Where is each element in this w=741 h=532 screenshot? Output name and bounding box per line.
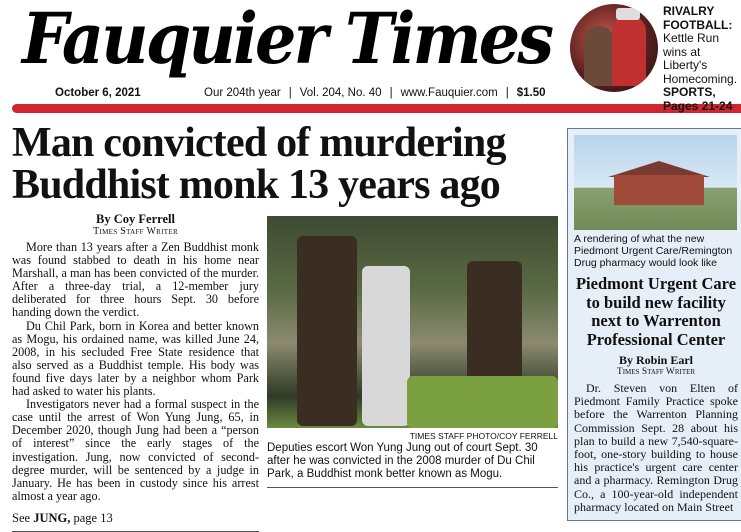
- price: $1.50: [516, 87, 546, 99]
- jump-prefix: See: [12, 510, 34, 525]
- court-photo[interactable]: [267, 216, 558, 428]
- jump-word: JUNG,: [33, 510, 71, 525]
- promo-text: Kettle Run wins at Liberty's Homecoming.: [663, 31, 738, 86]
- issue-meta: [204, 86, 546, 100]
- paragraph: More than 13 years after a Zen Buddhist monk was found stabbed to death in his home near Marshall, a man has been convicted of the murder. After a three-day trial, a 12-member jury deliberated for three hours Sept. 30 before handing down the verdict.: [12, 240, 259, 320]
- jump-page: page 13: [70, 510, 113, 525]
- separator: |: [288, 87, 292, 99]
- year: Our 204th year: [204, 87, 281, 99]
- author: By Robin Earl: [618, 353, 693, 367]
- author: By Coy Ferrell: [96, 212, 175, 226]
- author-role: Times Staff Writer: [616, 367, 696, 377]
- sidebar-byline: [574, 354, 738, 378]
- volume: Vol. 204, No. 40: [299, 87, 382, 99]
- sidebar-headline[interactable]: Piedmont Urgent Care to build new facility next to Warrenton Professional Center: [575, 274, 737, 349]
- paragraph: Investigators never had a formal suspect in the case until the arrest of Won Yung Jung, 65, in December 2020, though Jung had been a “person of interest” since the early stages of the investigation. Jung, now convicted of second-degree murder, will be sentenced by a judge in January. He has been in custody since his arrest almost a year ago.: [12, 397, 259, 503]
- jump-link[interactable]: [12, 511, 259, 525]
- sports-promo[interactable]: [663, 5, 741, 113]
- promo-kicker: RIVALRY FOOTBALL:: [663, 4, 733, 32]
- promo-section: SPORTS,: [663, 85, 716, 99]
- lead-byline: [12, 212, 259, 238]
- lead-story: [12, 122, 558, 532]
- lead-headline[interactable]: Man convicted of murdering Buddhist monk 13 years ago: [12, 120, 506, 208]
- lead-photo-column: [267, 216, 558, 488]
- red-divider: [12, 104, 741, 113]
- divider: [267, 487, 558, 488]
- separator: |: [389, 87, 393, 99]
- separator: |: [505, 87, 509, 99]
- homecoming-photo[interactable]: [570, 4, 658, 92]
- issue-date: October 6, 2021: [55, 87, 141, 99]
- building-rendering[interactable]: [574, 135, 737, 230]
- website-link[interactable]: www.Fauquier.com: [400, 87, 498, 99]
- sidebar-story: [567, 128, 741, 521]
- rendering-caption: A rendering of what the new Piedmont Urgent Care/Remington Drug pharmacy would look like: [574, 233, 733, 269]
- dateline: [0, 86, 560, 100]
- author-role: Times Staff Writer: [93, 226, 178, 237]
- photo-caption: Deputies escort Won Yung Jung out of court Sept. 30 after he was convicted in the 2008 murder of Du Chil Park, a Buddhist monk better known as Mogu.: [267, 442, 538, 480]
- photo-credit: TIMES STAFF PHOTO/COY FERRELL: [409, 431, 558, 441]
- promo-pages: Pages 21-24: [663, 98, 733, 113]
- lead-body: [12, 241, 259, 503]
- sidebar-body: Dr. Steven von Elten of Piedmont Family Practice spoke before the Warrenton Planning Commission Sept. 28 about his plan to build a new 7,540-square-foot, one-story building to house his practice's urgent care center and a pharmacy. Remington Drug Co., a 100-year-old independent pharmacy located on Main Street: [574, 381, 738, 514]
- masthead-logo: Fauquier Times: [22, 0, 552, 80]
- lead-text-column: [12, 212, 259, 532]
- paragraph: Du Chil Park, born in Korea and better known as Mogu, his ordained name, was killed June 24, 2008, in his secluded Free State residence that also served as a Buddhist temple. His body was found five days later by a neighbor whom Park had asked to water his plants.: [12, 318, 259, 399]
